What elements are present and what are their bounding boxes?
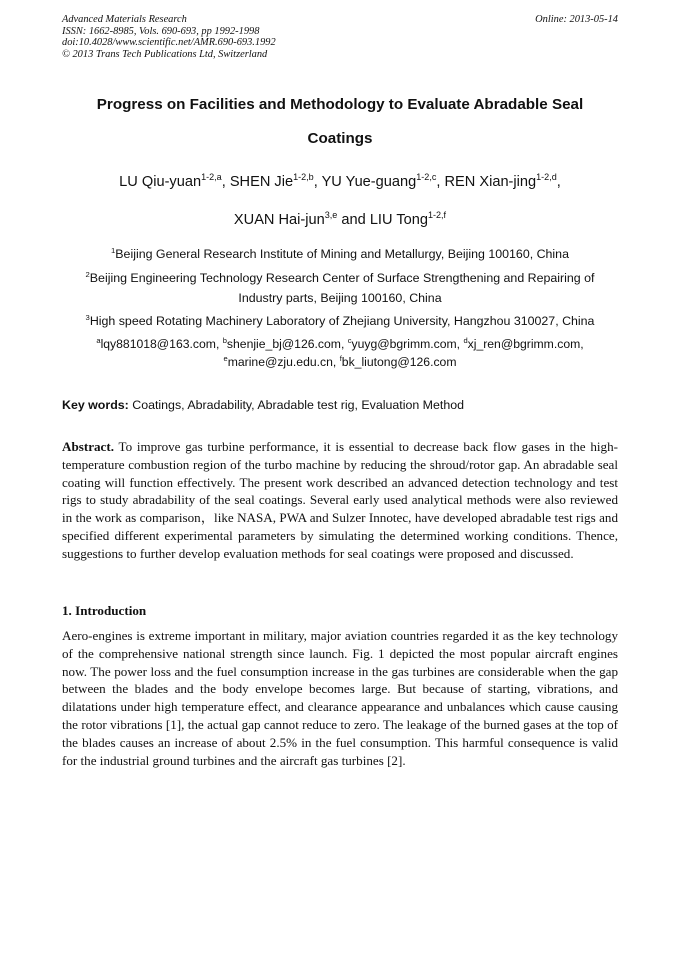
email-mark: a (96, 335, 101, 345)
author-affiliation-mark: 1-2,b (293, 172, 314, 183)
email-mark: b (222, 335, 227, 345)
author-name: XUAN Hai-jun (233, 212, 325, 228)
journal-issn: ISSN: 1662-8985, Vols. 690-693, pp 1992-1998 (62, 25, 260, 37)
journal-name: Advanced Materials Research (62, 14, 187, 25)
email-mark: d (463, 335, 468, 345)
affiliation-text: High speed Rotating Machinery Laboratory of Zhejiang University, Hangzhou 310027, China (89, 314, 595, 328)
email-separator: , (580, 337, 584, 351)
email-mark: c (347, 335, 352, 345)
email-address: xj_ren@bgrimm.com (467, 337, 581, 351)
author-line-2 (62, 201, 618, 239)
introduction-paragraph: Aero-engines is extreme important in military, major aviation countries regarded it as the key technology of the comprehensive national strength since launch. Fig. 1 depicted the most popular aircraft engines now. The power loss and the fuel consumption increase in the gas turbines are considerable when the gap between the blades and the body envelope becomes large. But because of starting, vibrations, and dilatations under high temperature effect, and clearance appearance and unbalances which cause causing the rotor vibrations [1], the actual gap cannot reduce to zero. The leakage of the burned gases at the top of the blades causes an increase of about 2.5% in the fuel consumption. This harmful consequence is valid for the industrial ground turbines and the aircraft gas turbines [2]. (62, 628, 618, 768)
author-name: SHEN Jie (229, 174, 294, 190)
author-name: REN Xian-jing (444, 174, 537, 190)
author-name: YU Yue-guang (321, 174, 417, 190)
affiliation-2 (62, 268, 618, 308)
author-separator: and (337, 212, 370, 228)
author-list (62, 163, 618, 239)
email-line-1 (62, 335, 618, 353)
online-date: Online: 2013-05-14 (535, 14, 618, 25)
author-separator: , (436, 174, 445, 190)
email-address: lqy881018@163.com (100, 337, 216, 351)
author-line-1 (62, 163, 618, 201)
affiliation-1 (62, 244, 618, 264)
affiliation-3 (62, 311, 618, 331)
section-heading-introduction: 1. Introduction (62, 603, 147, 618)
email-separator: , (215, 337, 223, 351)
abstract (62, 438, 618, 563)
affiliation-number: 2 (85, 269, 90, 279)
abstract-text: To improve gas turbine performance, it is essential to decrease back flow gases in the high-temperature combustion region of the turbo machine by reducing the shroud/rotor gap. An abradable seal coating will function effectively. The present work described an advanced detection technology and test rigs to study abradability of the seal coatings. Several early used analytical methods were also reviewed in the work as comparison，like NASA, PWA and Sulzer Innotec, have developed abradable test rigs and specified different experimental parameters by simulating the determined working conditions. Thence, suggestions to further develop evaluation methods for seal coatings were proposed and discussed. (62, 439, 618, 561)
affiliation-line (62, 268, 618, 288)
author-separator: , (221, 174, 230, 190)
paper-title-line-2: Coatings (307, 130, 373, 147)
email-mark: f (339, 353, 342, 363)
author-name: LIU Tong (369, 212, 428, 228)
journal-header (62, 14, 618, 60)
author-emails (62, 335, 618, 371)
keywords-label: Key words: (62, 398, 129, 412)
author-separator: , (556, 174, 561, 190)
affiliation-number: 3 (85, 312, 90, 322)
author-name: LU Qiu-yuan (119, 174, 202, 190)
author-separator: , (313, 174, 322, 190)
author-affiliation-mark: 1-2,a (201, 172, 222, 183)
author-affiliation-mark: 3,e (324, 210, 338, 221)
keywords-text: Coatings, Abradability, Abradable test rig, Evaluation Method (128, 398, 465, 412)
paper-title (62, 88, 618, 156)
email-line-2 (62, 353, 618, 371)
affiliation-line: Industry parts, Beijing 100160, China (238, 291, 442, 305)
email-address: marine@zju.edu.cn (227, 355, 333, 369)
journal-doi: doi:10.4028/www.scientific.net/AMR.690-693.1992 (62, 37, 276, 49)
affiliation-text: Beijing General Research Institute of Mining and Metallurgy, Beijing 100160, China (115, 247, 569, 261)
email-separator: , (456, 337, 464, 351)
email-address: bk_liutong@126.com (341, 355, 457, 369)
email-mark: e (223, 353, 228, 363)
affiliation-number: 1 (111, 245, 116, 255)
abstract-label: Abstract. (62, 439, 114, 454)
paper-title-line-1: Progress on Facilities and Methodology to Evaluate Abradable Seal (96, 96, 584, 113)
affiliation-text: Beijing Engineering Technology Research Center of Surface Strengthening and Repairing of (89, 271, 595, 285)
keywords (62, 396, 618, 414)
email-separator: , (332, 355, 340, 369)
journal-copyright: © 2013 Trans Tech Publications Ltd, Switzerland (62, 48, 268, 60)
email-address: yuyg@bgrimm.com (351, 337, 457, 351)
author-affiliation-mark: 1-2,f (427, 210, 447, 221)
author-affiliation-mark: 1-2,d (536, 172, 557, 183)
email-address: shenjie_bj@126.com (226, 337, 341, 351)
author-affiliation-mark: 1-2,c (416, 172, 437, 183)
email-separator: , (340, 337, 348, 351)
